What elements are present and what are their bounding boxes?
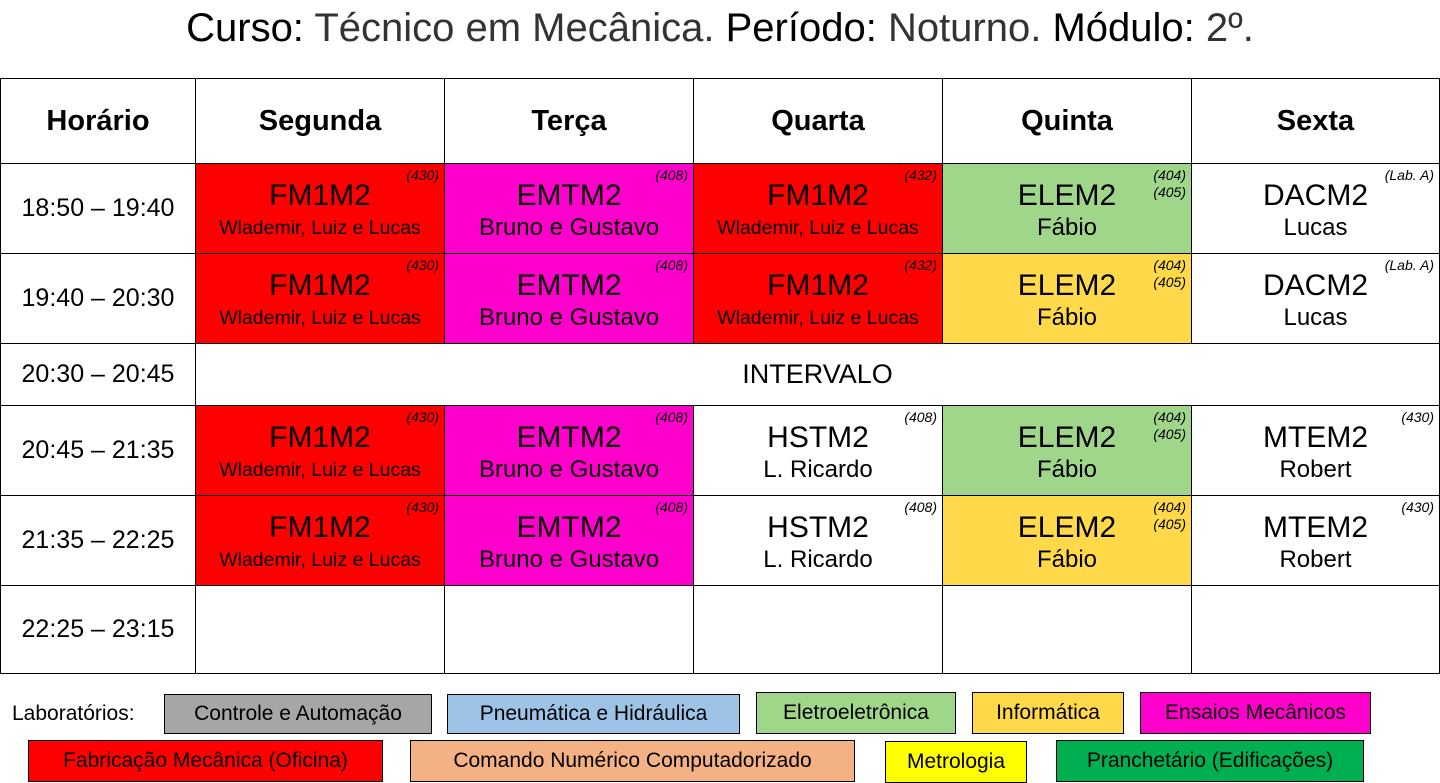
table-row (1, 586, 1440, 674)
room-2: (405) (1153, 184, 1186, 200)
teacher-name: Robert (1279, 545, 1352, 573)
page-title (0, 4, 1440, 52)
header-segunda: Segunda (196, 79, 445, 164)
time-cell: 20:30 – 20:45 (1, 344, 196, 406)
room-label: (430) (1401, 499, 1434, 515)
room-2: (405) (1153, 274, 1186, 290)
room-label (1153, 499, 1186, 533)
legend-comando-numerico: Comando Numérico Computadorizado (410, 740, 855, 782)
class-cell (1192, 406, 1440, 496)
legend-ensaios-mecanicos: Ensaios Mecânicos (1140, 692, 1371, 734)
class-cell (694, 496, 943, 586)
class-cell (943, 164, 1192, 254)
teacher-name: Wlademir, Luiz e Lucas (717, 216, 919, 239)
teacher-name: Bruno e Gustavo (478, 303, 660, 331)
class-cell (445, 496, 694, 586)
curso-label: Curso: (186, 6, 304, 50)
room-label (1153, 257, 1186, 291)
teacher-name: Bruno e Gustavo (478, 455, 660, 483)
room-label (1153, 167, 1186, 201)
time-cell: 22:25 – 23:15 (1, 586, 196, 674)
table-row (1, 254, 1440, 344)
room-label: (430) (406, 257, 439, 273)
class-code: EMTM2 (516, 268, 622, 302)
header-horario: Horário (1, 79, 196, 164)
header-quinta: Quinta (943, 79, 1192, 164)
room-label: (Lab. A) (1384, 167, 1434, 183)
class-cell (1192, 496, 1440, 586)
legend-pneumatica-hidraulica: Pneumática e Hidráulica (447, 694, 740, 734)
teacher-name: Lucas (1283, 303, 1348, 331)
class-cell (694, 406, 943, 496)
header-sexta: Sexta (1192, 79, 1440, 164)
room-label: (430) (406, 167, 439, 183)
teacher-name: Wlademir, Luiz e Lucas (219, 216, 421, 239)
room-label: (408) (655, 409, 688, 425)
room-label: (408) (904, 499, 937, 515)
class-code: HSTM2 (767, 420, 869, 454)
class-cell (1192, 254, 1440, 344)
table-row (1, 496, 1440, 586)
schedule-table (0, 78, 1440, 674)
empty-cell (694, 586, 943, 674)
class-code: ELEM2 (1017, 510, 1117, 544)
class-code: FM1M2 (269, 178, 371, 212)
teacher-name: Fábio (1036, 213, 1098, 241)
legend-informatica: Informática (972, 692, 1124, 734)
modulo-label: Módulo: (1052, 6, 1195, 50)
teacher-name: Wlademir, Luiz e Lucas (717, 306, 919, 329)
room-label: (432) (904, 257, 937, 273)
class-cell (1192, 164, 1440, 254)
class-cell (943, 406, 1192, 496)
teacher-name: Fábio (1036, 545, 1098, 573)
curso-value: Técnico em Mecânica. (314, 6, 715, 50)
class-code: DACM2 (1262, 178, 1368, 212)
table-row (1, 164, 1440, 254)
class-code: EMTM2 (516, 178, 622, 212)
class-code: FM1M2 (767, 268, 869, 302)
class-cell (943, 496, 1192, 586)
legend-pranchetario: Pranchetário (Edificações) (1056, 740, 1364, 782)
class-cell (445, 254, 694, 344)
teacher-name: Bruno e Gustavo (478, 213, 660, 241)
periodo-label: Período: (725, 6, 877, 50)
room-2: (405) (1153, 516, 1186, 532)
room-1: (404) (1153, 409, 1186, 425)
room-1: (404) (1153, 499, 1186, 515)
teacher-name: L. Ricardo (763, 545, 873, 573)
teacher-name: Robert (1279, 455, 1352, 483)
teacher-name: Fábio (1036, 455, 1098, 483)
time-cell: 20:45 – 21:35 (1, 406, 196, 496)
table-row (1, 344, 1440, 406)
legend-controle-automacao: Controle e Automação (164, 694, 432, 734)
class-cell (196, 496, 445, 586)
header-quarta: Quarta (694, 79, 943, 164)
header-row (1, 79, 1440, 164)
time-cell: 19:40 – 20:30 (1, 254, 196, 344)
class-code: HSTM2 (767, 510, 869, 544)
class-code: MTEM2 (1263, 420, 1368, 454)
room-label: (408) (655, 499, 688, 515)
legend-fabricacao-mecanica: Fabricação Mecânica (Oficina) (28, 740, 383, 782)
room-2: (405) (1153, 426, 1186, 442)
class-code: ELEM2 (1017, 420, 1117, 454)
legend-eletroeletronica: Eletroeletrônica (756, 692, 956, 734)
room-label (1153, 409, 1186, 443)
teacher-name: Wlademir, Luiz e Lucas (219, 458, 421, 481)
periodo-value: Noturno. (887, 6, 1042, 50)
room-label: (430) (406, 499, 439, 515)
class-code: EMTM2 (516, 510, 622, 544)
class-cell (196, 254, 445, 344)
table-row (1, 406, 1440, 496)
class-code: MTEM2 (1263, 510, 1368, 544)
room-label: (Lab. A) (1384, 257, 1434, 273)
class-cell (196, 164, 445, 254)
header-terca: Terça (445, 79, 694, 164)
legend-label: Laboratórios: (12, 702, 135, 725)
empty-cell (943, 586, 1192, 674)
teacher-name: Lucas (1283, 213, 1348, 241)
empty-cell (1192, 586, 1440, 674)
room-label: (408) (655, 167, 688, 183)
interval-cell: INTERVALO (196, 344, 1440, 406)
class-cell (445, 164, 694, 254)
empty-cell (445, 586, 694, 674)
class-cell (694, 164, 943, 254)
class-cell (196, 406, 445, 496)
empty-cell (196, 586, 445, 674)
room-1: (404) (1153, 257, 1186, 273)
class-cell (694, 254, 943, 344)
room-label: (430) (406, 409, 439, 425)
time-cell: 21:35 – 22:25 (1, 496, 196, 586)
legend-metrologia: Metrologia (885, 741, 1027, 783)
room-1: (404) (1153, 167, 1186, 183)
room-label: (408) (655, 257, 688, 273)
teacher-name: Bruno e Gustavo (478, 545, 660, 573)
class-code: DACM2 (1262, 268, 1368, 302)
time-cell: 18:50 – 19:40 (1, 164, 196, 254)
class-cell (943, 254, 1192, 344)
class-code: EMTM2 (516, 420, 622, 454)
teacher-name: Wlademir, Luiz e Lucas (219, 548, 421, 571)
class-code: FM1M2 (767, 178, 869, 212)
room-label: (408) (904, 409, 937, 425)
class-code: FM1M2 (269, 420, 371, 454)
room-label: (430) (1401, 409, 1434, 425)
class-code: ELEM2 (1017, 268, 1117, 302)
modulo-value: 2º. (1205, 6, 1254, 50)
teacher-name: Fábio (1036, 303, 1098, 331)
room-label: (432) (904, 167, 937, 183)
teacher-name: L. Ricardo (763, 455, 873, 483)
class-cell (445, 406, 694, 496)
class-code: FM1M2 (269, 268, 371, 302)
class-code: FM1M2 (269, 510, 371, 544)
teacher-name: Wlademir, Luiz e Lucas (219, 306, 421, 329)
class-code: ELEM2 (1017, 178, 1117, 212)
